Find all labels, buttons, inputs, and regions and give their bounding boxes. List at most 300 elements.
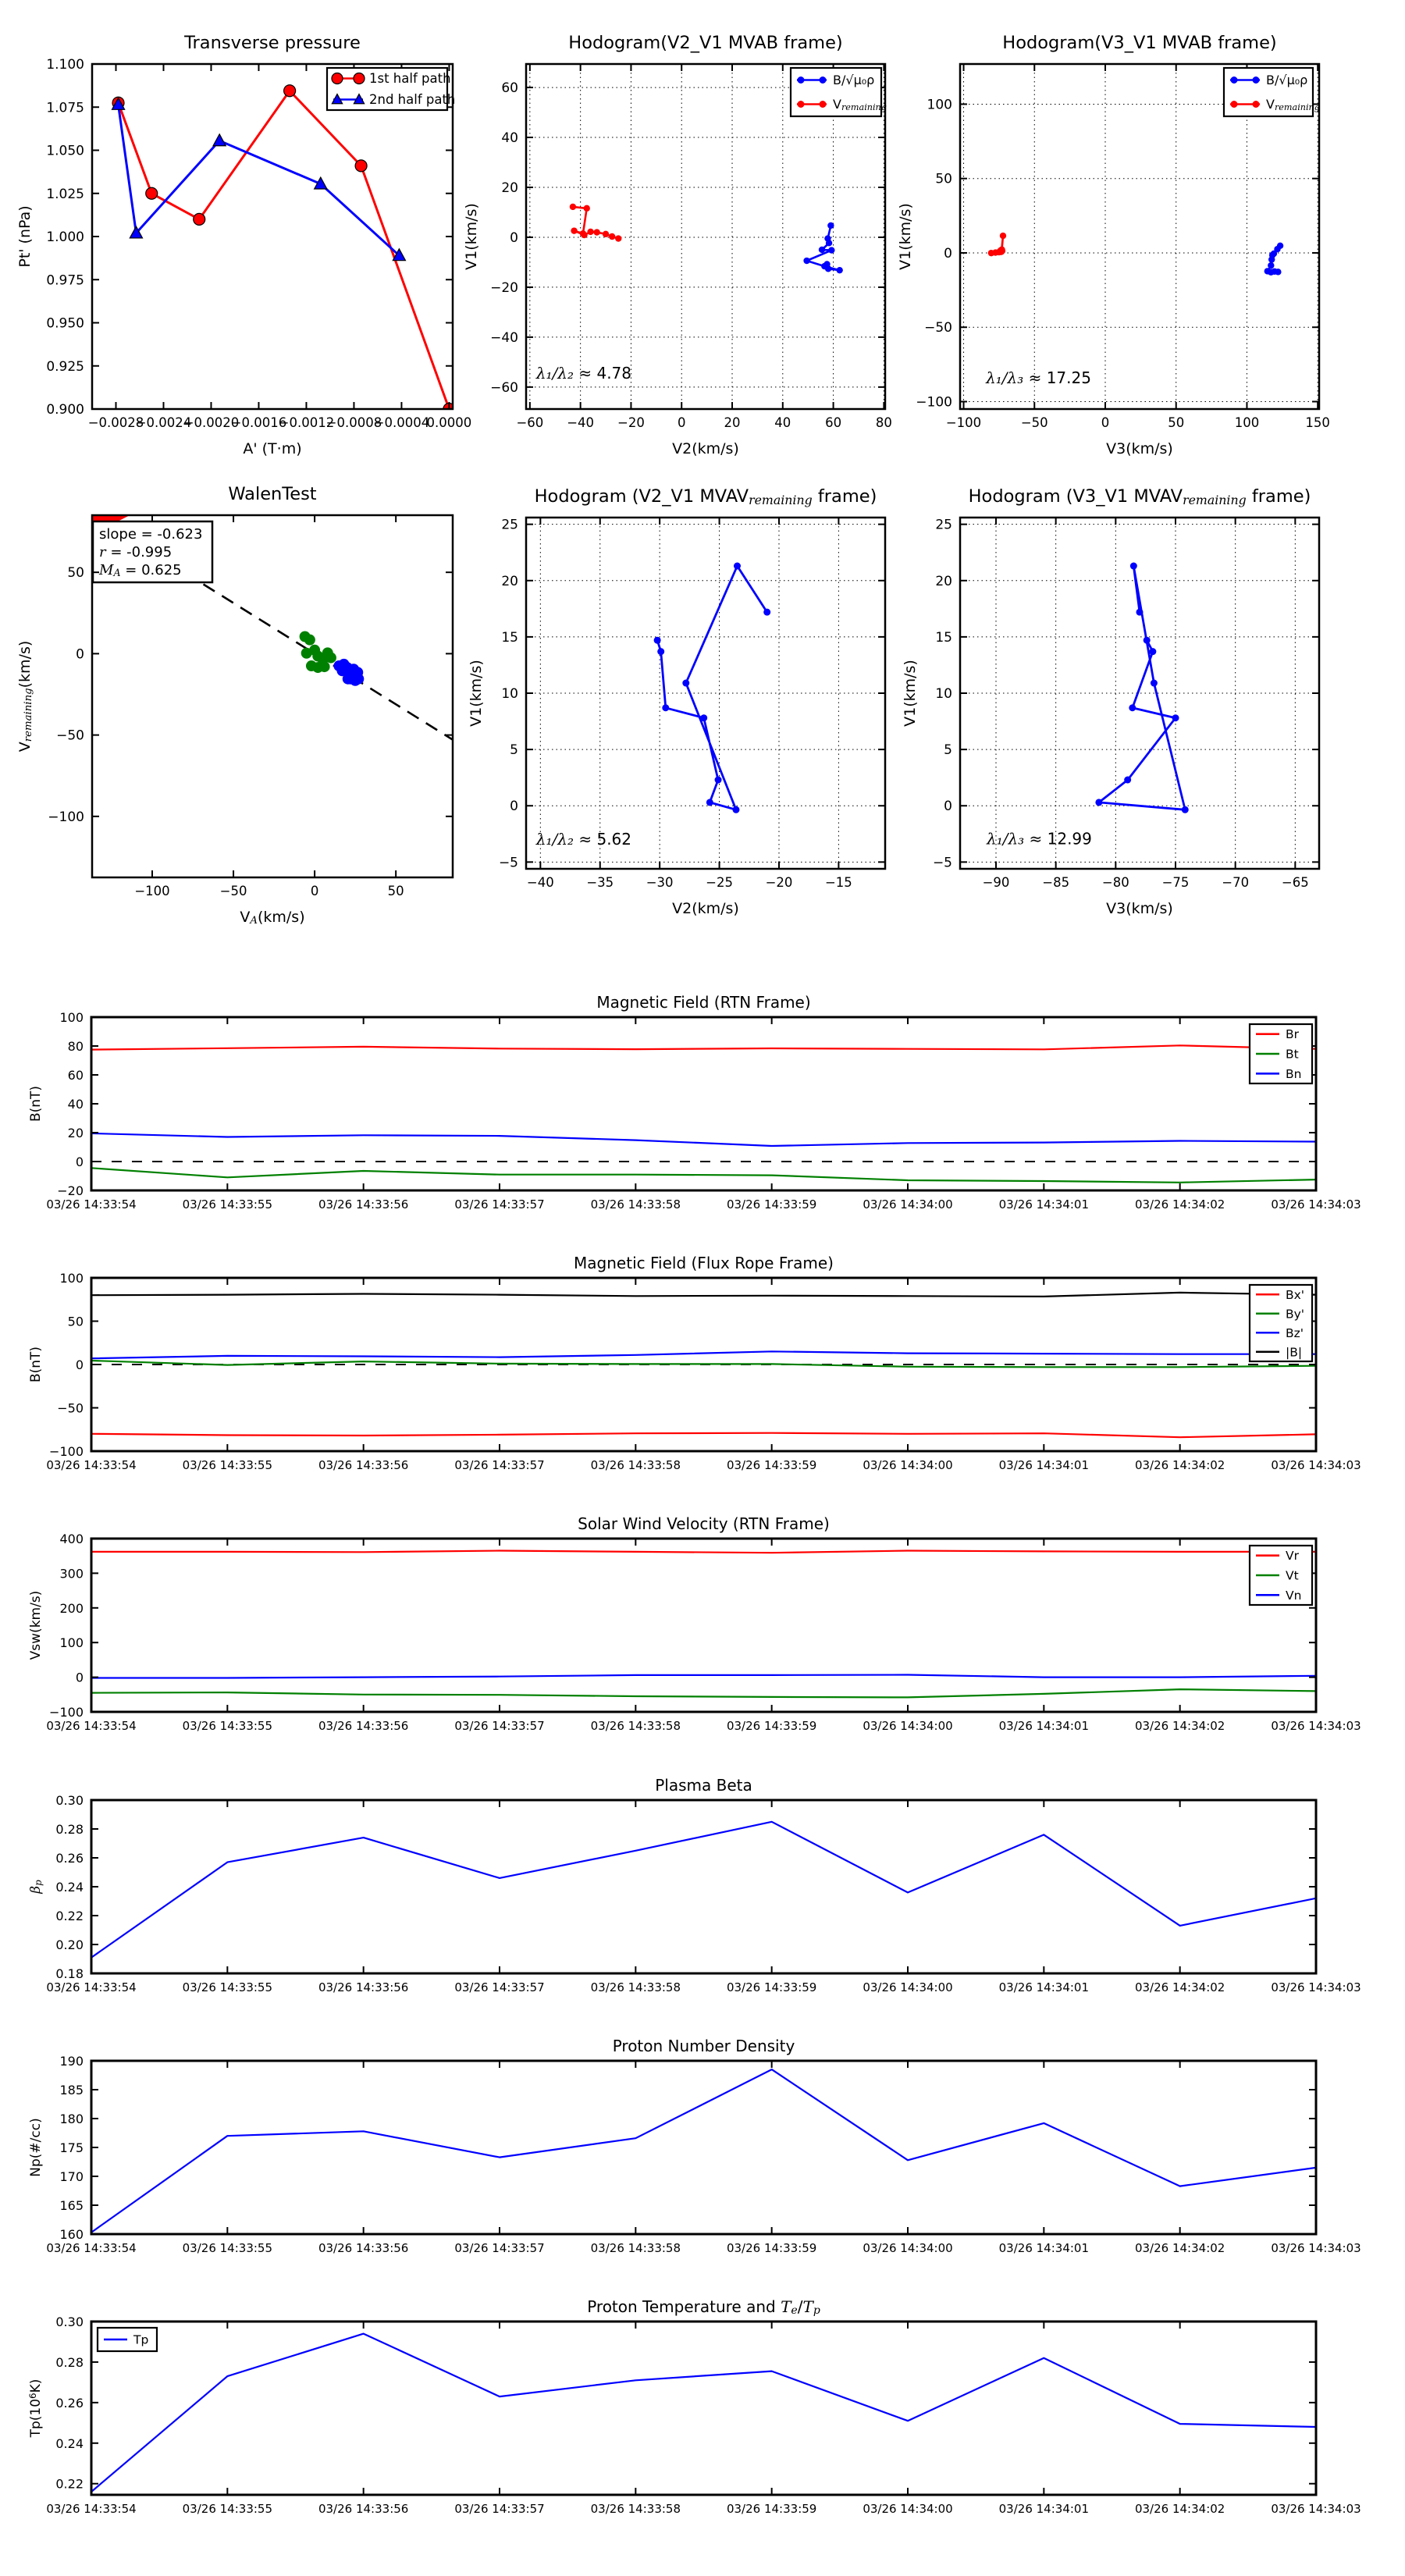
- series-B-magnitude: [91, 1293, 1316, 1297]
- x-tick-label: 03/26 14:34:00: [863, 2502, 953, 2516]
- x-tick-label: 03/26 14:34:01: [998, 1719, 1090, 1733]
- y-axis-label: Np(#/cc): [28, 2118, 44, 2177]
- y-axis-label: V1(km/s): [902, 660, 919, 727]
- x-tick-label: −0.0004: [373, 415, 430, 430]
- x-tick-label: −30: [646, 875, 674, 890]
- marker-dot: [682, 680, 689, 687]
- y-tick-label: 190: [59, 2054, 84, 2069]
- marker-dot: [570, 204, 576, 210]
- marker-dot: [1000, 233, 1006, 239]
- y-axis-label: Tp(106K): [27, 2379, 44, 2438]
- series-Vr: [91, 1551, 1316, 1553]
- legend-label: By': [1286, 1307, 1305, 1322]
- x-tick-label: 03/26 14:34:01: [998, 1980, 1090, 1994]
- x-tick-label: 03/26 14:33:57: [454, 1458, 545, 1472]
- x-tick-label: 03/26 14:33:59: [726, 1980, 817, 1994]
- marker-circle: [354, 73, 365, 84]
- x-tick-label: 03/26 14:33:55: [182, 1197, 273, 1212]
- x-tick-label: 03/26 14:34:03: [1271, 1458, 1361, 1472]
- chart-title: Proton Temperature and Te/Tp: [587, 2297, 820, 2318]
- annotation-line: slope = -0.623: [99, 526, 203, 543]
- subplot-plasma-beta: [28, 1776, 1361, 1994]
- x-tick-label: −80: [1101, 875, 1129, 890]
- marker-dot: [594, 229, 600, 235]
- x-tick-label: 03/26 14:34:03: [1271, 2502, 1361, 2516]
- x-tick-label: 03/26 14:34:02: [1134, 1197, 1225, 1212]
- x-tick-label: 03/26 14:34:02: [1134, 2502, 1225, 2516]
- legend-label: Vremaining: [833, 97, 887, 112]
- y-tick-label: −50: [924, 320, 952, 336]
- marker-dot: [734, 563, 741, 570]
- y-tick-label: 0: [944, 245, 952, 262]
- marker-dot: [706, 799, 713, 806]
- x-tick-label: 0: [677, 415, 686, 430]
- x-tick-label: 03/26 14:33:57: [454, 2241, 545, 2255]
- marker-dot: [836, 267, 842, 273]
- series-Tp: [91, 2334, 1316, 2492]
- y-tick-label: −20: [490, 279, 518, 296]
- marker-dot: [798, 76, 805, 84]
- x-tick-label: 0.0000: [426, 415, 472, 430]
- y-tick-label: 0.18: [55, 1966, 84, 1981]
- marker-dot: [1130, 563, 1137, 570]
- marker-dot: [1151, 680, 1158, 687]
- marker-dot: [1268, 256, 1275, 262]
- y-tick-label: 160: [59, 2227, 84, 2242]
- x-tick-label: 60: [825, 415, 842, 430]
- marker-dot: [1231, 101, 1238, 108]
- series-V-remaining: [570, 204, 622, 242]
- legend-label: |B|: [1286, 1345, 1303, 1360]
- legend-transverse-pressure: [327, 68, 455, 110]
- y-tick-label: 0: [510, 799, 518, 815]
- y-tick-label: 100: [59, 1010, 84, 1025]
- series-Bt: [91, 1168, 1316, 1183]
- x-tick-label: −70: [1222, 875, 1250, 890]
- y-tick-label: 1.000: [46, 229, 84, 245]
- x-tick-label: 03/26 14:34:00: [863, 2241, 953, 2255]
- y-tick-label: −100: [49, 1705, 84, 1720]
- y-tick-label: 0.925: [46, 358, 84, 375]
- y-tick-label: 0.30: [55, 2314, 84, 2329]
- marker-dot: [353, 674, 364, 685]
- legend-label: 2nd half path: [369, 92, 456, 107]
- legend-label: Bt: [1286, 1047, 1299, 1062]
- series-Vn: [91, 1675, 1316, 1678]
- gridlines: [960, 518, 1319, 869]
- x-tick-label: −85: [1042, 875, 1070, 890]
- chart-title: Magnetic Field (RTN Frame): [596, 993, 811, 1012]
- subplot-hodogram-v3v1-mvav: [902, 486, 1319, 917]
- chart-title: Hodogram(V3_V1 MVAB frame): [1002, 33, 1277, 53]
- marker-dot: [823, 261, 830, 267]
- y-tick-label: 80: [67, 1039, 84, 1054]
- x-tick-label: 03/26 14:34:00: [863, 1197, 953, 1212]
- legend-label: B/√μ₀ρ: [833, 73, 875, 87]
- y-tick-label: 0.24: [55, 2435, 84, 2451]
- series-line: [91, 1293, 1316, 1297]
- x-tick-label: 03/26 14:33:54: [46, 1980, 137, 1994]
- y-tick-label: 50: [935, 171, 952, 187]
- x-tick-label: 03/26 14:33:54: [46, 2502, 137, 2516]
- marker-dot: [1095, 799, 1102, 806]
- y-tick-label: 0.20: [55, 1937, 84, 1952]
- x-axis-label: V2(km/s): [672, 440, 739, 457]
- x-axis-label: A' (T·m): [243, 440, 302, 457]
- marker-dot: [319, 661, 330, 672]
- x-tick-label: 03/26 14:33:55: [182, 2241, 273, 2255]
- x-tick-label: −50: [1020, 415, 1048, 430]
- marker-circle: [332, 73, 343, 84]
- y-tick-label: 60: [67, 1068, 84, 1083]
- x-tick-label: 03/26 14:33:59: [726, 1197, 817, 1212]
- chart-title: Transverse pressure: [184, 33, 361, 53]
- x-tick-label: 03/26 14:33:59: [726, 2241, 817, 2255]
- marker-circle: [355, 160, 367, 172]
- marker-dot: [584, 205, 590, 212]
- x-tick-label: 03/26 14:33:57: [454, 1980, 545, 1994]
- y-tick-label: 0.22: [55, 1909, 84, 1923]
- y-tick-label: −40: [490, 329, 518, 346]
- x-tick-label: 03/26 14:34:01: [998, 1458, 1090, 1472]
- x-tick-label: 03/26 14:34:01: [998, 2502, 1090, 2516]
- series-line: [1099, 566, 1185, 809]
- y-tick-label: 0: [76, 646, 84, 663]
- chart-title: Solar Wind Velocity (RTN Frame): [578, 1514, 830, 1533]
- y-tick-label: 0: [75, 1357, 84, 1372]
- axes-frame: [91, 2322, 1316, 2495]
- x-tick-label: 0: [310, 884, 319, 898]
- subplot-proton-temperature: [27, 2297, 1361, 2516]
- x-tick-label: −0.0024: [135, 415, 192, 430]
- marker-dot: [700, 714, 707, 721]
- legend-label: Br: [1286, 1027, 1300, 1042]
- marker-dot: [1124, 777, 1131, 784]
- x-tick-label: 03/26 14:33:55: [182, 2502, 273, 2516]
- x-tick-label: 03/26 14:33:59: [726, 2502, 817, 2516]
- x-tick-label: −20: [765, 875, 793, 890]
- x-tick-label: 03/26 14:33:58: [590, 1719, 681, 1733]
- series-hodogram-path: [1095, 563, 1188, 813]
- series-1st half path: [112, 85, 455, 415]
- x-axis-label: V2(km/s): [672, 900, 739, 917]
- marker-dot: [587, 229, 593, 235]
- x-tick-label: 03/26 14:33:55: [182, 1458, 273, 1472]
- x-tick-label: −75: [1161, 875, 1190, 890]
- y-tick-label: 1.050: [46, 143, 84, 159]
- x-tick-label: 03/26 14:33:58: [590, 2502, 681, 2516]
- ticks: [916, 64, 1330, 430]
- y-tick-label: 0.30: [55, 1793, 84, 1808]
- x-tick-label: 03/26 14:34:03: [1271, 1197, 1361, 1212]
- y-tick-label: 25: [501, 517, 518, 533]
- y-tick-label: 20: [501, 573, 518, 589]
- chart-title: Proton Number Density: [612, 2037, 795, 2055]
- marker-dot: [827, 222, 834, 229]
- chart-title: Hodogram(V2_V1 MVAB frame): [568, 33, 843, 53]
- series-B-over-sqrt-mu0rho: [1264, 243, 1284, 276]
- series-Vt: [91, 1689, 1316, 1697]
- marker-dot: [763, 609, 770, 616]
- marker-triangle: [213, 134, 226, 146]
- annotation-line: r = -0.995: [99, 544, 173, 560]
- x-tick-label: 03/26 14:33:58: [590, 2241, 681, 2255]
- x-tick-label: 03/26 14:33:58: [590, 1458, 681, 1472]
- x-tick-label: 03/26 14:33:54: [46, 1719, 137, 1733]
- x-tick-label: −0.0008: [325, 415, 382, 430]
- y-tick-label: −100: [916, 394, 952, 411]
- series-Bn: [91, 1133, 1316, 1146]
- y-tick-label: 100: [927, 97, 952, 113]
- x-tick-label: 40: [774, 415, 791, 430]
- x-tick-label: 03/26 14:34:02: [1134, 2241, 1225, 2255]
- y-tick-label: 1.075: [46, 100, 84, 116]
- legend-magnetic-field-rtn: [1250, 1024, 1312, 1083]
- subplot-magnetic-field-flux-rope: [28, 1254, 1361, 1472]
- legend-hodogram-v3v1-mvab: [1224, 68, 1320, 116]
- marker-dot: [581, 232, 587, 238]
- gridlines: [526, 518, 885, 869]
- marker-dot: [715, 777, 722, 784]
- y-tick-label: 0: [944, 799, 952, 815]
- marker-dot: [999, 247, 1005, 254]
- x-tick-label: 03/26 14:33:57: [454, 1719, 545, 1733]
- y-tick-label: −60: [490, 379, 518, 396]
- x-tick-label: −65: [1281, 875, 1309, 890]
- x-tick-label: 03/26 14:33:56: [318, 1980, 409, 1994]
- ticks: [46, 1271, 1361, 1472]
- legend-magnetic-field-flux-rope: [1250, 1285, 1312, 1361]
- x-tick-label: 50: [1168, 415, 1185, 430]
- marker-dot: [798, 101, 805, 108]
- y-tick-label: 0.26: [55, 2395, 84, 2411]
- y-tick-label: 60: [501, 80, 518, 97]
- chart-title: WalenTest: [228, 484, 317, 504]
- y-tick-label: 180: [59, 2112, 84, 2126]
- ticks: [46, 57, 471, 430]
- y-tick-label: −50: [57, 1400, 84, 1416]
- series-line: [91, 1551, 1316, 1553]
- x-tick-label: 0: [1101, 415, 1110, 430]
- legend-label: Bn: [1286, 1066, 1302, 1081]
- marker-dot: [1275, 269, 1281, 275]
- marker-dot: [654, 637, 661, 644]
- x-tick-label: 03/26 14:33:54: [46, 1197, 137, 1212]
- y-tick-label: 0.975: [46, 272, 84, 289]
- axes-frame: [91, 1800, 1316, 1973]
- x-tick-label: 150: [1305, 415, 1330, 430]
- y-axis-label: V1(km/s): [463, 203, 480, 270]
- x-tick-label: −100: [945, 415, 982, 430]
- x-tick-label: 100: [1234, 415, 1260, 430]
- marker-dot: [820, 76, 827, 84]
- series-line: [119, 105, 400, 255]
- y-tick-label: 5: [510, 742, 518, 759]
- marker-dot: [343, 674, 354, 685]
- x-tick-label: −60: [516, 415, 544, 430]
- series-Bx-prime: [91, 1433, 1316, 1438]
- x-tick-label: −90: [982, 875, 1010, 890]
- x-tick-label: 03/26 14:34:00: [863, 1458, 953, 1472]
- x-axis-label: VA(km/s): [240, 909, 305, 927]
- y-tick-label: 1.025: [46, 186, 84, 202]
- x-tick-label: 50: [387, 884, 404, 898]
- y-tick-label: 20: [501, 180, 518, 196]
- marker-dot: [1149, 648, 1156, 655]
- x-tick-label: 03/26 14:33:57: [454, 1197, 545, 1212]
- marker-dot: [826, 240, 832, 246]
- x-tick-label: 03/26 14:33:58: [590, 1980, 681, 1994]
- legend-label: Tp: [133, 2332, 149, 2347]
- marker-dot: [609, 233, 615, 240]
- x-tick-label: 80: [875, 415, 892, 430]
- y-tick-label: 15: [501, 629, 518, 646]
- marker-dot: [571, 227, 577, 233]
- x-tick-label: 03/26 14:34:03: [1271, 2241, 1361, 2255]
- series-beta-p: [91, 1822, 1316, 1958]
- x-axis-label: V3(km/s): [1106, 440, 1173, 457]
- x-tick-label: 03/26 14:34:00: [863, 1719, 953, 1733]
- y-tick-label: 0: [75, 1670, 84, 1685]
- axes-frame: [91, 1017, 1316, 1190]
- x-axis-label: V3(km/s): [1106, 900, 1173, 917]
- y-tick-label: 300: [59, 1566, 84, 1582]
- x-tick-label: 20: [724, 415, 741, 430]
- x-tick-label: 03/26 14:33:54: [46, 2241, 137, 2255]
- y-tick-label: 0: [75, 1155, 84, 1169]
- y-axis-label: Vremaining(km/s): [16, 640, 35, 753]
- series-line: [91, 1675, 1316, 1678]
- x-tick-label: −0.0012: [278, 415, 335, 430]
- marker-dot: [732, 806, 739, 813]
- y-tick-label: 400: [59, 1532, 84, 1546]
- y-tick-label: 10: [501, 686, 518, 702]
- subplot-proton-number-density: [28, 2037, 1361, 2255]
- marker-dot: [1231, 76, 1238, 84]
- x-tick-label: −100: [134, 884, 170, 898]
- y-axis-label: Vsw(km/s): [28, 1590, 44, 1660]
- legend-label: Vr: [1286, 1549, 1299, 1564]
- y-tick-label: 0.28: [55, 2354, 84, 2370]
- marker-circle: [284, 85, 296, 97]
- y-tick-label: 40: [67, 1097, 84, 1112]
- y-tick-label: 0.900: [46, 402, 84, 418]
- chart-title: Hodogram (V3_V1 MVAVremaining frame): [968, 486, 1311, 507]
- marker-dot: [325, 653, 336, 664]
- subplot-hodogram-v3v1-mvab: [897, 33, 1330, 457]
- marker-dot: [1253, 76, 1260, 84]
- y-tick-label: 25: [935, 517, 952, 533]
- series-line: [91, 1822, 1316, 1958]
- legend-label: Bx': [1286, 1287, 1305, 1302]
- chart-title: Magnetic Field (Flux Rope Frame): [574, 1254, 834, 1272]
- x-tick-label: −35: [586, 875, 614, 890]
- x-tick-label: 03/26 14:33:55: [182, 1980, 273, 1994]
- y-tick-label: −100: [48, 809, 84, 825]
- marker-dot: [615, 235, 621, 241]
- annotation-text: λ₁/λ₂ ≈ 5.62: [535, 829, 632, 849]
- y-tick-label: −20: [57, 1183, 84, 1198]
- y-tick-label: 5: [944, 742, 952, 759]
- y-tick-label: 175: [59, 2140, 84, 2155]
- y-tick-label: 0: [510, 229, 518, 246]
- x-tick-label: 03/26 14:33:56: [318, 1719, 409, 1733]
- y-tick-label: 0.22: [55, 2476, 84, 2492]
- series-line: [91, 2069, 1316, 2233]
- x-tick-label: −50: [219, 884, 247, 898]
- y-tick-label: 0.28: [55, 1822, 84, 1837]
- y-axis-label: B(nT): [28, 1085, 44, 1123]
- y-tick-label: 40: [501, 130, 518, 147]
- axes-frame: [91, 2061, 1316, 2234]
- legend-label: Vt: [1286, 1568, 1299, 1583]
- marker-dot: [803, 258, 809, 264]
- y-tick-label: −5: [932, 855, 952, 871]
- series-line: [657, 566, 767, 809]
- series-B-over-sqrt-mu0rho: [803, 222, 843, 274]
- x-tick-label: −40: [567, 415, 595, 430]
- marker-dot: [301, 648, 312, 659]
- x-tick-label: −0.0028: [87, 415, 144, 430]
- x-tick-label: 03/26 14:33:56: [318, 2502, 409, 2516]
- axes-frame: [91, 1539, 1316, 1712]
- y-tick-label: 185: [59, 2083, 84, 2097]
- series-line: [91, 1133, 1316, 1146]
- marker-dot: [1129, 704, 1136, 711]
- chart-title: Hodogram (V2_V1 MVAVremaining frame): [534, 486, 877, 507]
- marker-dot: [819, 247, 825, 253]
- x-tick-label: −20: [617, 415, 645, 430]
- legend-proton-temperature: [98, 2328, 157, 2351]
- legend-label: 1st half path: [369, 71, 451, 86]
- x-tick-label: 03/26 14:33:56: [318, 2241, 409, 2255]
- y-tick-label: 50: [67, 1314, 84, 1329]
- x-tick-label: −25: [706, 875, 733, 890]
- series-line: [91, 2334, 1316, 2492]
- ticks: [46, 1793, 1361, 1994]
- y-tick-label: 0.26: [55, 1851, 84, 1866]
- y-tick-label: −50: [56, 728, 84, 744]
- y-tick-label: 200: [59, 1600, 84, 1616]
- x-tick-label: −15: [824, 875, 852, 890]
- ticks: [46, 1532, 1361, 1733]
- x-tick-label: 03/26 14:34:01: [998, 2241, 1090, 2255]
- series-walen-blue-points: [333, 659, 364, 686]
- y-tick-label: 10: [935, 686, 952, 702]
- marker-dot: [304, 635, 315, 646]
- series-2nd half path: [112, 98, 405, 260]
- x-tick-label: 03/26 14:34:02: [1134, 1458, 1225, 1472]
- subplot-hodogram-v2v1-mvab: [463, 33, 892, 457]
- y-tick-label: 165: [59, 2198, 84, 2213]
- x-tick-label: −0.0020: [183, 415, 240, 430]
- subplot-magnetic-field-rtn: [28, 993, 1361, 1212]
- marker-circle: [146, 187, 158, 199]
- series-V-remaining: [988, 233, 1006, 256]
- annotation-line: MA = 0.625: [99, 562, 182, 579]
- marker-dot: [657, 648, 664, 655]
- y-axis-label: Pt' (nPa): [16, 205, 34, 268]
- legend-label: Vremaining: [1266, 97, 1320, 112]
- y-tick-label: 50: [67, 565, 84, 582]
- y-tick-label: 15: [935, 629, 952, 646]
- marker-dot: [1182, 806, 1189, 813]
- x-tick-label: 03/26 14:33:56: [318, 1458, 409, 1472]
- y-tick-label: −5: [498, 855, 518, 871]
- subplot-solar-wind-velocity: [28, 1514, 1361, 1733]
- marker-dot: [1144, 637, 1151, 644]
- legend-label: Bz': [1286, 1325, 1304, 1340]
